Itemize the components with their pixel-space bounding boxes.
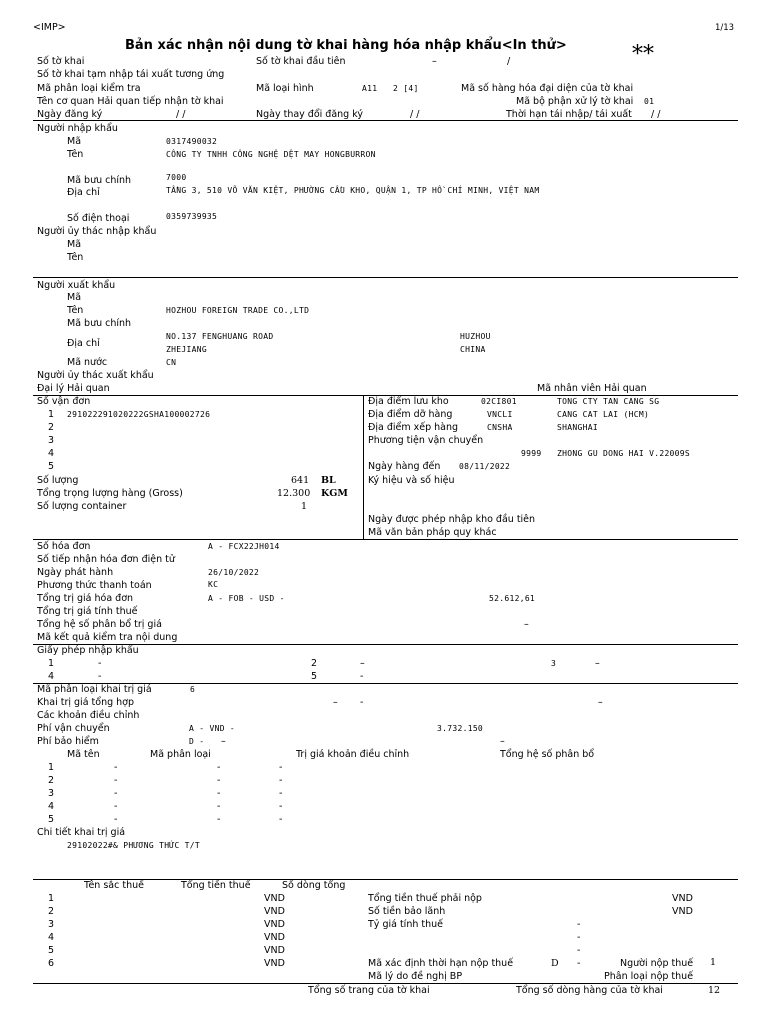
ngay-den-value: 08/11/2022 — [459, 462, 511, 471]
he-so-value: – — [524, 619, 529, 630]
so-van-don-label: Số vận đơn — [37, 396, 91, 407]
container-value: 1 — [301, 501, 308, 512]
importer-ten-label: Tên — [67, 149, 84, 160]
van-don-row-4: 4 — [48, 448, 55, 459]
so-hoa-don-value: A - FCX22JH014 — [208, 542, 280, 551]
adj-row-3: 3 — [48, 788, 55, 799]
tax-currency: VND — [264, 919, 285, 930]
ty-gia-dash-1: - — [577, 919, 581, 930]
importer-uy-thac-ten-label: Tên — [67, 252, 84, 263]
nguoi-nop-value: 1 — [710, 957, 717, 968]
exporter-heading: Người xuất khẩu — [37, 280, 116, 291]
col-sac-thue: Tên sắc thuế — [84, 880, 144, 891]
tax-currency: VND — [264, 958, 285, 969]
phai-nop-currency: VND — [672, 893, 693, 904]
luu-kho-label: Địa điểm lưu kho — [368, 396, 449, 407]
tax-row-1: 1 — [48, 893, 55, 904]
adj-cell: - — [217, 801, 221, 812]
importer-uy-thac-heading: Người ủy thác nhập khẩu — [37, 226, 157, 237]
license-value-1: - — [98, 658, 102, 669]
ma-xac-dinh-value: D — [551, 958, 559, 969]
ky-hieu-label: Ký hiệu và số hiệu — [368, 475, 455, 486]
phan-loai-tri-gia-value: 6 — [190, 685, 196, 694]
importer-ma-label: Mã — [67, 136, 82, 147]
adj-cell: - — [114, 788, 118, 799]
tax-row-2: 2 — [48, 906, 55, 917]
van-don-value-1: 291022291020222GSHA100002726 — [67, 410, 211, 419]
importer-buu-chinh-label: Mã bưu chính — [67, 175, 132, 186]
divider — [33, 277, 738, 278]
adj-cell: - — [279, 801, 283, 812]
ma-loai-hinh-value: A11 — [362, 84, 378, 93]
van-don-row-1: 1 — [48, 409, 55, 420]
tax-currency: VND — [264, 932, 285, 943]
ma-so-hang-hoa-label: Mã số hàng hóa đại diện của tờ khai — [461, 83, 634, 94]
license-row-2: 2 — [311, 658, 318, 669]
ty-gia-dash-3: - — [577, 945, 581, 956]
divider — [33, 539, 738, 540]
tong-dong-value: 12 — [708, 985, 721, 996]
ngay-phat-hanh-label: Ngày phát hành — [37, 567, 114, 578]
license-heading: Giấy phép nhập khẩu — [37, 645, 139, 656]
stars-mark: ** — [632, 42, 654, 67]
license-value-5: - — [360, 671, 364, 682]
importer-buu-chinh-value: 7000 — [166, 173, 187, 182]
column-divider — [363, 395, 364, 540]
tax-row-4: 4 — [48, 932, 55, 943]
adj-cell: - — [217, 788, 221, 799]
exporter-ten-label: Tên — [67, 305, 84, 316]
tax-row-3: 3 — [48, 919, 55, 930]
license-value-2: – — [360, 658, 365, 669]
adj-cell: - — [217, 762, 221, 773]
document-title: Bản xác nhận nội dung tờ khai hàng hóa nhập khẩu<In thử> — [125, 38, 567, 53]
ma-van-ban-label: Mã văn bản pháp quy khác — [368, 527, 497, 538]
phuong-tien-code: 9999 — [521, 449, 542, 458]
container-label: Số lượng container — [37, 501, 127, 512]
license-row-5: 5 — [311, 671, 318, 682]
divider — [33, 983, 738, 984]
divider — [33, 120, 738, 121]
exporter-dia-chi-line-3: HUZHOU — [460, 332, 491, 341]
bao-hiem-dash: – — [221, 736, 226, 747]
ma-phan-loai-kiem-tra-label: Mã phân loại kiểm tra — [37, 83, 141, 94]
van-don-row-2: 2 — [48, 422, 55, 433]
do-hang-code: VNCLI — [487, 410, 513, 419]
ngay-phat-hanh-value: 26/10/2022 — [208, 568, 260, 577]
so-luong-unit: BL — [321, 475, 336, 486]
tong-hop-label: Khai trị giá tổng hợp — [37, 697, 135, 708]
importer-dien-thoai-label: Số điện thoại — [67, 213, 130, 224]
trong-luong-value: 12.300 — [277, 488, 311, 499]
trong-luong-unit: KGM — [321, 488, 348, 499]
bao-hiem-currency: D - — [189, 737, 205, 746]
tinh-thue-label: Tổng trị giá tính thuế — [37, 606, 138, 617]
exporter-ma-label: Mã — [67, 292, 82, 303]
van-don-row-5: 5 — [48, 461, 55, 472]
license-row-4: 4 — [48, 671, 55, 682]
bao-hiem-dash-2: – — [500, 736, 505, 747]
so-to-khai-dau-tien-label: Số tờ khai đầu tiên — [256, 56, 346, 67]
ngay-thay-doi-label: Ngày thay đổi đăng ký — [256, 109, 364, 120]
exporter-dia-chi-line-4: CHINA — [460, 345, 486, 354]
thoi-han-value: / / — [651, 109, 661, 120]
importer-dia-chi-label: Địa chỉ — [67, 187, 100, 198]
exporter-uy-thac-heading: Người ủy thác xuất khẩu — [37, 370, 154, 381]
tax-currency: VND — [264, 945, 285, 956]
bao-lanh-label: Số tiền bảo lãnh — [368, 906, 446, 917]
ly-do-label: Mã lý do đề nghị BP — [368, 971, 463, 982]
col-so-dong: Số dòng tổng — [282, 880, 346, 891]
col-tri-gia: Trị giá khoản điều chỉnh — [296, 749, 410, 760]
importer-dien-thoai-value: 0359739935 — [166, 212, 218, 221]
trong-luong-label: Tổng trọng lượng hàng (Gross) — [37, 488, 183, 499]
ma-bo-phan-label: Mã bộ phận xử lý tờ khai — [516, 96, 634, 107]
tiep-nhan-label: Số tiếp nhận hóa đơn điện tử — [37, 554, 175, 565]
ma-loai-hinh-label: Mã loại hình — [256, 83, 314, 94]
do-hang-name: CANG CAT LAI (HCM) — [557, 410, 650, 419]
exporter-ma-nuoc-value: CN — [166, 358, 177, 367]
tong-trang-label: Tổng số trang của tờ khai — [308, 985, 430, 996]
van-chuyen-currency: A - VND - — [189, 724, 236, 733]
adj-cell: - — [217, 814, 221, 825]
van-don-row-3: 3 — [48, 435, 55, 446]
exporter-dia-chi-line-1: NO.137 FENGHUANG ROAD — [166, 332, 274, 341]
adj-row-5: 5 — [48, 814, 55, 825]
tax-currency: VND — [264, 906, 285, 917]
importer-ma-value: 0317490032 — [166, 137, 218, 146]
exporter-dia-chi-line-2: ZHEJIANG — [166, 345, 207, 354]
ma-xac-dinh-dash: - — [577, 958, 581, 969]
ngay-nhap-kho-label: Ngày được phép nhập kho đầu tiên — [368, 514, 536, 525]
license-row-1: 1 — [48, 658, 55, 669]
tong-tri-gia-value: 52.612,61 — [489, 594, 536, 603]
ma-loai-hinh-value-2: 2 [4] — [393, 84, 419, 93]
col-he-so: Tổng hệ số phân bổ — [500, 749, 595, 760]
col-ma-ten: Mã tên — [67, 749, 100, 760]
bao-hiem-label: Phí bảo hiểm — [37, 736, 99, 747]
ngay-dang-ky-label: Ngày đăng ký — [37, 109, 103, 120]
ty-gia-dash-2: - — [577, 932, 581, 943]
adj-cell: - — [279, 788, 283, 799]
phuong-tien-name: ZHONG GU DONG HAI V.22009S — [557, 449, 691, 458]
exporter-ma-nuoc-label: Mã nước — [67, 357, 108, 368]
dai-ly-hai-quan-label: Đại lý Hải quan — [37, 383, 110, 394]
ngay-thay-doi-value: / / — [410, 109, 420, 120]
nguoi-nop-label: Người nộp thuế — [620, 958, 694, 969]
so-to-khai-label: Số tờ khai — [37, 56, 85, 67]
license-value-3: – — [595, 658, 600, 669]
adj-cell: - — [114, 801, 118, 812]
dieu-chinh-label: Các khoản điều chỉnh — [37, 710, 140, 721]
tong-hop-dash-3: – — [598, 697, 603, 708]
adj-cell: - — [279, 775, 283, 786]
license-value-4: - — [98, 671, 102, 682]
do-hang-label: Địa điểm dỡ hàng — [368, 409, 453, 420]
xep-hang-label: Địa điểm xếp hàng — [368, 422, 459, 433]
he-so-label: Tổng hệ số phân bổ trị giá — [37, 619, 162, 630]
adj-cell: - — [217, 775, 221, 786]
bao-lanh-currency: VND — [672, 906, 693, 917]
col-tong-tien: Tổng tiền thuế — [181, 880, 251, 891]
ty-gia-label: Tỷ giá tính thuế — [368, 919, 443, 930]
ma-nhan-vien-label: Mã nhân viên Hải quan — [537, 383, 647, 394]
thanh-toan-value: KC — [208, 580, 219, 589]
importer-uy-thac-ma-label: Mã — [67, 239, 82, 250]
phai-nop-label: Tổng tiền thuế phải nộp — [368, 893, 482, 904]
tong-hop-dash-1: – — [333, 697, 338, 708]
ma-xac-dinh-label: Mã xác định thời hạn nộp thuế — [368, 958, 514, 969]
exporter-ten-value: HOZHOU FOREIGN TRADE CO.,LTD — [166, 306, 310, 315]
adj-cell: - — [114, 814, 118, 825]
license-row-3: 3 — [551, 659, 557, 668]
tam-nhap-label: Số tờ khai tạm nhập tái xuất tương ứng — [37, 69, 225, 80]
xep-hang-code: CNSHA — [487, 423, 513, 432]
adj-cell: - — [279, 762, 283, 773]
divider — [33, 644, 738, 645]
adj-cell: - — [279, 814, 283, 825]
tax-row-5: 5 — [48, 945, 55, 956]
adj-cell: - — [114, 775, 118, 786]
importer-ten-value: CÔNG TY TNHH CÔNG NGHỆ DỆT MAY HONGBURRON — [166, 150, 376, 159]
so-to-khai-dau-tien-slash: / — [507, 56, 511, 67]
phan-loai-tri-gia-label: Mã phân loại khai trị giá — [37, 684, 152, 695]
adj-row-1: 1 — [48, 762, 55, 773]
luu-kho-code: 02CI801 — [481, 397, 517, 406]
van-chuyen-label: Phí vận chuyển — [37, 723, 110, 734]
tax-currency: VND — [264, 893, 285, 904]
tong-dong-label: Tổng số dòng hàng của tờ khai — [516, 985, 663, 996]
importer-heading: Người nhập khẩu — [37, 123, 118, 134]
adj-cell: - — [114, 762, 118, 773]
thoi-han-label: Thời hạn tái nhập/ tái xuất — [506, 109, 632, 120]
so-luong-label: Số lượng — [37, 475, 79, 486]
imp-tag: <IMP> — [33, 22, 66, 33]
luu-kho-name: TONG CTY TAN CANG SG — [557, 397, 660, 406]
thanh-toan-label: Phương thức thanh toán — [37, 580, 152, 591]
adj-row-2: 2 — [48, 775, 55, 786]
tong-hop-dash-2: - — [360, 697, 364, 708]
ngay-dang-ky-value: / / — [176, 109, 186, 120]
ma-bo-phan-value: 01 — [644, 97, 655, 106]
phuong-tien-label: Phương tiện vận chuyển — [368, 435, 484, 446]
so-hoa-don-label: Số hóa đơn — [37, 541, 91, 552]
col-phan-loai: Mã phân loại — [150, 749, 211, 760]
phan-loai-nop-label: Phân loại nộp thuế — [604, 971, 694, 982]
importer-dia-chi-value: TẦNG 3, 510 VÕ VĂN KIỆT, PHƯỜNG CẦU KHO, QUẬN 1, TP HỒ CHÍ MINH, VIỆT NAM — [166, 186, 540, 195]
so-to-khai-dau-tien-dash: – — [432, 56, 437, 67]
tong-tri-gia-currency: A - FOB - USD - — [208, 594, 285, 603]
van-chuyen-value: 3.732.150 — [437, 724, 484, 733]
adj-row-4: 4 — [48, 801, 55, 812]
page-number: 1/13 — [715, 23, 735, 33]
xep-hang-name: SHANGHAI — [557, 423, 598, 432]
chi-tiet-label: Chi tiết khai trị giá — [37, 827, 126, 838]
so-luong-value: 641 — [291, 475, 310, 486]
ten-co-quan-label: Tên cơ quan Hải quan tiếp nhận tờ khai — [37, 96, 224, 107]
ngay-den-label: Ngày hàng đến — [368, 461, 441, 472]
exporter-dia-chi-label: Địa chỉ — [67, 338, 100, 349]
kiem-tra-label: Mã kết quả kiểm tra nội dung — [37, 632, 178, 643]
exporter-buu-chinh-label: Mã bưu chính — [67, 318, 132, 329]
tax-row-6: 6 — [48, 958, 55, 969]
tong-tri-gia-label: Tổng trị giá hóa đơn — [37, 593, 134, 604]
chi-tiet-value: 29102022#& PHƯƠNG THỨC T/T — [67, 841, 201, 850]
